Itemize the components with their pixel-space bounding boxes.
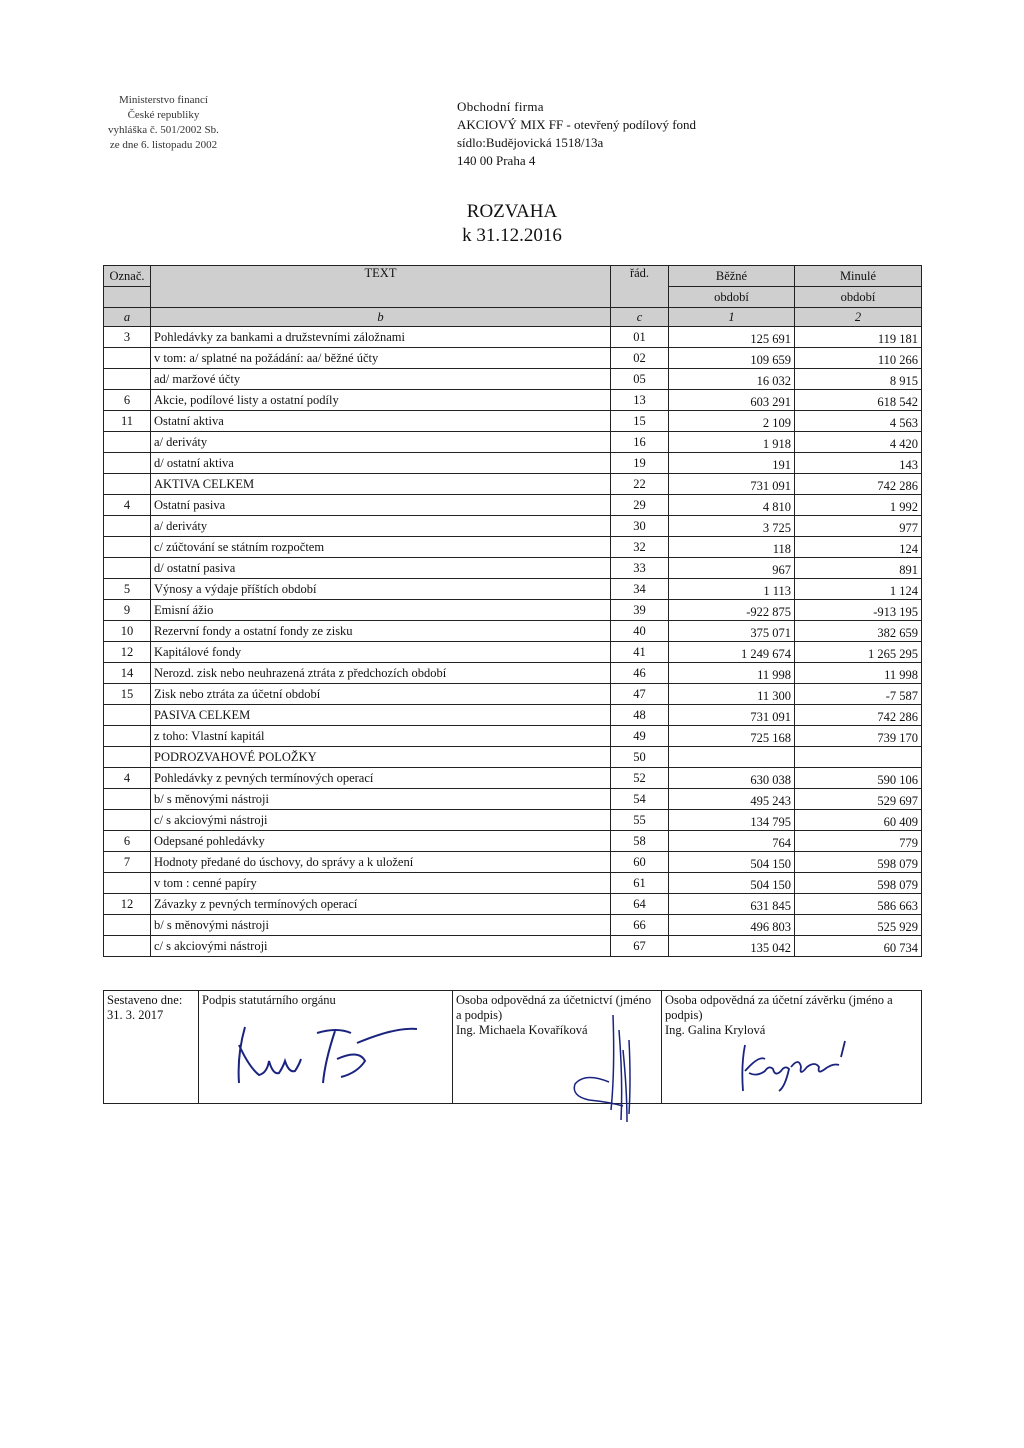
table-row (104, 915, 922, 936)
row-current-value: 764 (669, 831, 795, 852)
row-oznac-cell (104, 705, 151, 726)
compiled-cell (104, 991, 199, 1104)
row-oznac-cell (104, 915, 151, 936)
row-current-value: 504 150 (669, 852, 795, 873)
row-rad-cell: 29 (611, 495, 669, 516)
ministry-line-3: vyhláška č. 501/2002 Sb. (108, 124, 219, 136)
row-oznac-cell: 5 (104, 579, 151, 600)
statutory-label: Podpis statutárního orgánu (202, 993, 336, 1007)
statutory-cell (199, 991, 453, 1104)
row-oznac-cell (104, 810, 151, 831)
row-text-cell: b/ s měnovými nástroji (151, 789, 611, 810)
table-row (104, 558, 922, 579)
row-text-cell: Akcie, podílové listy a ostatní podíly (151, 390, 611, 411)
row-current-value: 3 725 (669, 516, 795, 537)
row-oznac-cell (104, 789, 151, 810)
row-text-cell: c/ zúčtování se státním rozpočtem (151, 537, 611, 558)
row-current-value: 725 168 (669, 726, 795, 747)
company-address: sídlo:Budějovická 1518/13a (457, 135, 604, 150)
row-current-value: 134 795 (669, 810, 795, 831)
row-previous-value: 4 563 (795, 411, 922, 432)
row-previous-value: 618 542 (795, 390, 922, 411)
row-rad-cell: 41 (611, 642, 669, 663)
row-rad-cell: 64 (611, 894, 669, 915)
subheader-b: b (151, 308, 611, 327)
row-rad-cell: 58 (611, 831, 669, 852)
row-oznac-cell: 14 (104, 663, 151, 684)
table-row (104, 621, 922, 642)
row-rad-cell: 30 (611, 516, 669, 537)
row-oznac-cell (104, 747, 151, 768)
table-row (104, 642, 922, 663)
row-text-cell: Rezervní fondy a ostatní fondy ze zisku (151, 621, 611, 642)
row-previous-value: 60 409 (795, 810, 922, 831)
row-previous-value: 119 181 (795, 327, 922, 348)
table-row (104, 600, 922, 621)
row-rad-cell: 02 (611, 348, 669, 369)
row-rad-cell: 66 (611, 915, 669, 936)
row-previous-value: 382 659 (795, 621, 922, 642)
row-rad-cell: 05 (611, 369, 669, 390)
table-row (104, 894, 922, 915)
closing-cell (662, 991, 922, 1104)
row-current-value: 4 810 (669, 495, 795, 516)
compiled-date: 31. 3. 2017 (107, 1008, 164, 1022)
row-rad-cell: 19 (611, 453, 669, 474)
row-rad-cell: 50 (611, 747, 669, 768)
row-current-value: 2 109 (669, 411, 795, 432)
row-previous-value: 739 170 (795, 726, 922, 747)
row-previous-value: -7 587 (795, 684, 922, 705)
row-current-value: 631 845 (669, 894, 795, 915)
document-title (0, 200, 1024, 248)
row-text-cell: d/ ostatní pasiva (151, 558, 611, 579)
row-oznac-cell: 3 (104, 327, 151, 348)
row-oznac-cell: 15 (104, 684, 151, 705)
row-oznac-cell (104, 453, 151, 474)
row-previous-value: 143 (795, 453, 922, 474)
row-text-cell: a/ deriváty (151, 516, 611, 537)
row-rad-cell: 47 (611, 684, 669, 705)
row-text-cell: Nerozd. zisk nebo neuhrazená ztráta z předchozích období (151, 663, 611, 684)
company-city: 140 00 Praha 4 (457, 153, 536, 168)
header-minule: Minulé (795, 266, 922, 287)
row-rad-cell: 39 (611, 600, 669, 621)
table-row (104, 369, 922, 390)
header-rad: řád. (611, 266, 669, 308)
row-current-value: 731 091 (669, 474, 795, 495)
table-row (104, 579, 922, 600)
subheader-c: c (611, 308, 669, 327)
row-current-value: 504 150 (669, 873, 795, 894)
row-rad-cell: 15 (611, 411, 669, 432)
row-previous-value: 742 286 (795, 474, 922, 495)
row-oznac-cell: 7 (104, 852, 151, 873)
row-rad-cell: 61 (611, 873, 669, 894)
row-text-cell: v tom: a/ splatné na požádání: aa/ běžné účty (151, 348, 611, 369)
row-previous-value: 977 (795, 516, 922, 537)
row-oznac-cell: 4 (104, 768, 151, 789)
row-previous-value: 1 124 (795, 579, 922, 600)
row-text-cell: PODROZVAHOVÉ POLOŽKY (151, 747, 611, 768)
row-current-value: 11 998 (669, 663, 795, 684)
row-text-cell: Závazky z pevných termínových operací (151, 894, 611, 915)
row-rad-cell: 33 (611, 558, 669, 579)
signature-table (103, 990, 922, 1104)
row-previous-value: 598 079 (795, 852, 922, 873)
company-label: Obchodní firma (457, 99, 544, 114)
row-previous-value (795, 747, 922, 768)
ministry-line-4: ze dne 6. listopadu 2002 (109, 139, 218, 151)
row-current-value: 135 042 (669, 936, 795, 957)
subheader-row (104, 308, 922, 327)
row-text-cell: Kapitálové fondy (151, 642, 611, 663)
table-row (104, 453, 922, 474)
table-row (104, 831, 922, 852)
table-row (104, 852, 922, 873)
row-oznac-cell (104, 348, 151, 369)
row-previous-value: 598 079 (795, 873, 922, 894)
table-row (104, 684, 922, 705)
row-current-value: 495 243 (669, 789, 795, 810)
accounting-label: Osoba odpovědná za účetnictví (jméno a podpis) (456, 993, 652, 1022)
row-oznac-cell (104, 873, 151, 894)
title-main: ROZVAHA (466, 201, 558, 222)
accounting-name: Ing. Michaela Kovaříková (456, 1023, 588, 1037)
company-name: AKCIOVÝ MIX FF - otevřený podílový fond (457, 117, 697, 132)
subheader-1: 1 (669, 308, 795, 327)
row-oznac-cell: 12 (104, 642, 151, 663)
table-row (104, 411, 922, 432)
row-rad-cell: 60 (611, 852, 669, 873)
header-row (104, 266, 922, 287)
table-row (104, 747, 922, 768)
company-header (457, 98, 696, 170)
row-text-cell: Pohledávky za bankami a družstevními záložnami (151, 327, 611, 348)
row-previous-value: 742 286 (795, 705, 922, 726)
row-current-value: 118 (669, 537, 795, 558)
row-rad-cell: 40 (611, 621, 669, 642)
row-current-value (669, 747, 795, 768)
row-current-value: -922 875 (669, 600, 795, 621)
compiled-label: Sestaveno dne: (107, 993, 183, 1007)
title-date: k 31.12.2016 (462, 225, 562, 246)
table-row (104, 474, 922, 495)
row-text-cell: Pohledávky z pevných termínových operací (151, 768, 611, 789)
row-current-value: 1 249 674 (669, 642, 795, 663)
row-oznac-cell: 4 (104, 495, 151, 516)
table-row (104, 810, 922, 831)
header-oznac: Označ. (104, 266, 151, 287)
table-body (104, 327, 922, 957)
table-row (104, 705, 922, 726)
row-text-cell: Ostatní pasiva (151, 495, 611, 516)
row-previous-value: 525 929 (795, 915, 922, 936)
row-text-cell: z toho: Vlastní kapitál (151, 726, 611, 747)
row-current-value: 496 803 (669, 915, 795, 936)
row-rad-cell: 52 (611, 768, 669, 789)
row-oznac-cell: 6 (104, 831, 151, 852)
subheader-a: a (104, 308, 151, 327)
row-oznac-cell: 12 (104, 894, 151, 915)
row-rad-cell: 01 (611, 327, 669, 348)
row-rad-cell: 54 (611, 789, 669, 810)
row-text-cell: a/ deriváty (151, 432, 611, 453)
row-text-cell: d/ ostatní aktiva (151, 453, 611, 474)
row-current-value: 16 032 (669, 369, 795, 390)
row-oznac-cell: 11 (104, 411, 151, 432)
row-text-cell: ad/ maržové účty (151, 369, 611, 390)
row-text-cell: Emisní ážio (151, 600, 611, 621)
row-oznac-cell (104, 474, 151, 495)
row-rad-cell: 48 (611, 705, 669, 726)
row-rad-cell: 22 (611, 474, 669, 495)
table-row (104, 726, 922, 747)
row-previous-value: 124 (795, 537, 922, 558)
row-previous-value: 529 697 (795, 789, 922, 810)
header-minule-2: období (795, 287, 922, 308)
row-previous-value: 4 420 (795, 432, 922, 453)
row-oznac-cell (104, 432, 151, 453)
header-bezne: Běžné (669, 266, 795, 287)
header-bezne-2: období (669, 287, 795, 308)
table-row (104, 390, 922, 411)
row-current-value: 1 113 (669, 579, 795, 600)
row-text-cell: b/ s měnovými nástroji (151, 915, 611, 936)
row-text-cell: PASIVA CELKEM (151, 705, 611, 726)
row-text-cell: v tom : cenné papíry (151, 873, 611, 894)
row-oznac-cell (104, 936, 151, 957)
table-row (104, 537, 922, 558)
row-oznac-cell: 6 (104, 390, 151, 411)
row-current-value: 1 918 (669, 432, 795, 453)
row-text-cell: AKTIVA CELKEM (151, 474, 611, 495)
table-row (104, 495, 922, 516)
row-current-value: 11 300 (669, 684, 795, 705)
row-text-cell: Zisk nebo ztráta za účetní období (151, 684, 611, 705)
ministry-line-1: Ministerstvo financí (119, 94, 208, 106)
table-row (104, 873, 922, 894)
accounting-cell (453, 991, 662, 1104)
row-current-value: 375 071 (669, 621, 795, 642)
row-text-cell: Výnosy a výdaje příštích období (151, 579, 611, 600)
row-oznac-cell: 9 (104, 600, 151, 621)
row-previous-value: 8 915 (795, 369, 922, 390)
row-rad-cell: 32 (611, 537, 669, 558)
table-row (104, 936, 922, 957)
table-row (104, 663, 922, 684)
row-current-value: 109 659 (669, 348, 795, 369)
row-oznac-cell (104, 558, 151, 579)
row-rad-cell: 55 (611, 810, 669, 831)
row-oznac-cell (104, 369, 151, 390)
row-current-value: 630 038 (669, 768, 795, 789)
closing-label: Osoba odpovědná za účetní závěrku (jméno a podpis) (665, 993, 893, 1022)
row-previous-value: 11 998 (795, 663, 922, 684)
table-row (104, 516, 922, 537)
row-previous-value: 779 (795, 831, 922, 852)
header-text: TEXT (151, 266, 611, 308)
row-text-cell: c/ s akciovými nástroji (151, 810, 611, 831)
row-previous-value: -913 195 (795, 600, 922, 621)
row-previous-value: 1 992 (795, 495, 922, 516)
row-current-value: 125 691 (669, 327, 795, 348)
row-rad-cell: 16 (611, 432, 669, 453)
row-oznac-cell: 10 (104, 621, 151, 642)
table-row (104, 327, 922, 348)
subheader-2: 2 (795, 308, 922, 327)
row-previous-value: 590 106 (795, 768, 922, 789)
closing-name: Ing. Galina Krylová (665, 1023, 766, 1037)
ministry-line-2: České republiky (127, 109, 200, 121)
row-rad-cell: 13 (611, 390, 669, 411)
ministry-header (108, 93, 219, 153)
row-text-cell: Odepsané pohledávky (151, 831, 611, 852)
row-oznac-cell (104, 516, 151, 537)
row-rad-cell: 67 (611, 936, 669, 957)
table-row (104, 768, 922, 789)
row-rad-cell: 49 (611, 726, 669, 747)
row-current-value: 967 (669, 558, 795, 579)
row-text-cell: Ostatní aktiva (151, 411, 611, 432)
row-oznac-cell (104, 537, 151, 558)
row-previous-value: 586 663 (795, 894, 922, 915)
row-text-cell: c/ s akciovými nástroji (151, 936, 611, 957)
row-current-value: 731 091 (669, 705, 795, 726)
row-text-cell: Hodnoty předané do úschovy, do správy a k uložení (151, 852, 611, 873)
table-row (104, 348, 922, 369)
table-row (104, 789, 922, 810)
row-current-value: 191 (669, 453, 795, 474)
row-oznac-cell (104, 726, 151, 747)
row-previous-value: 1 265 295 (795, 642, 922, 663)
row-rad-cell: 46 (611, 663, 669, 684)
row-rad-cell: 34 (611, 579, 669, 600)
row-previous-value: 60 734 (795, 936, 922, 957)
row-previous-value: 891 (795, 558, 922, 579)
row-previous-value: 110 266 (795, 348, 922, 369)
balance-sheet-table (103, 265, 922, 957)
table-row (104, 432, 922, 453)
row-current-value: 603 291 (669, 390, 795, 411)
